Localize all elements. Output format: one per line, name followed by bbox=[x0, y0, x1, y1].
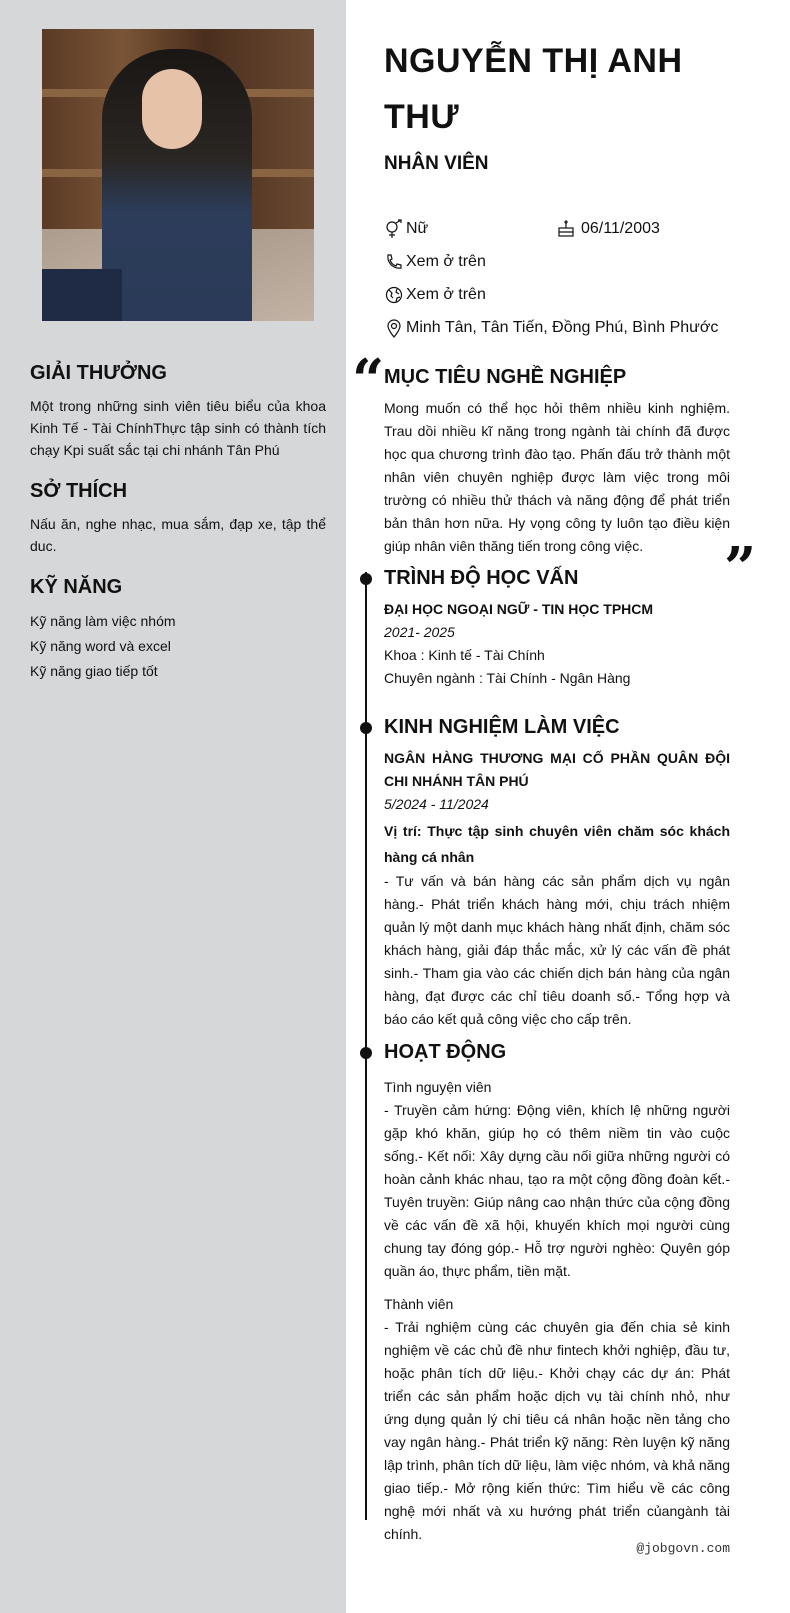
profile-photo bbox=[42, 29, 314, 321]
website-value: Xem ở trên bbox=[406, 285, 486, 303]
company-name: NGÂN HÀNG THƯƠNG MẠI CỐ PHẦN QUÂN ĐỘI CHI NHÁNH TÂN PHÚ bbox=[384, 750, 730, 789]
skill-item: Kỹ năng làm việc nhóm bbox=[30, 613, 176, 629]
experience-description: - Tư vấn và bán hàng các sản phẩm dịch vụ ngân hàng.- Phát triển khách hàng mới, chịu trách nhiệm quản lý một danh mục khách hàng nhất định, chăm sóc khách hàng, giải đáp thắc mắc, xử lý các vấn đề phát sinh.- Tham gia vào các chiến dịch bán hàng của ngân hàng, đạt được các chỉ tiêu doanh số.- Tổng hợp và báo cáo kết quả công việc cho cấp trên. bbox=[384, 873, 730, 1027]
hobbies-section bbox=[30, 480, 326, 557]
activity-role: Tình nguyện viên bbox=[384, 1079, 492, 1095]
job-title: NHÂN VIÊN bbox=[384, 153, 489, 174]
section-title: GIẢI THƯỞNG bbox=[30, 362, 167, 384]
skills-section bbox=[30, 576, 326, 684]
experience-role: Vị trí: Thực tập sinh chuyên viên chăm sóc khách hàng cá nhân bbox=[384, 823, 730, 865]
quote-open-icon: “ bbox=[352, 347, 385, 413]
awards-text: Một trong những sinh viên tiêu biểu của khoa Kinh Tế - Tài ChínhThực tập sinh có thành tích chạy Kpi suất sắc tại chi nhánh Tân Phú bbox=[30, 398, 326, 458]
skill-item: Kỹ năng giao tiếp tốt bbox=[30, 663, 158, 679]
activity-description: - Truyền cảm hứng: Động viên, khích lệ những người gặp khó khăn, giúp họ có thêm niềm tin vào cuộc sống.- Kết nối: Xây dựng cầu nối giữa những người có hoàn cảnh khác nhau, tạo ra một cộng đồng đoàn kết.- Tuyên truyền: Giúp nâng cao nhận thức của cộng đồng về các vấn đề xã hội, khuyến khích mọi người cùng chung tay đóng góp.- Hỗ trợ người nghèo: Quyên góp quần áo, thực phẩm, tiền mặt. bbox=[384, 1102, 730, 1279]
timeline-dot bbox=[360, 722, 372, 734]
education-major: Chuyên ngành : Tài Chính - Ngân Hàng bbox=[384, 670, 631, 686]
section-title: TRÌNH ĐỘ HỌC VẤN bbox=[384, 567, 579, 589]
section-title: KINH NGHIỆM LÀM VIỆC bbox=[384, 716, 620, 738]
location-pin-icon bbox=[384, 318, 404, 338]
phone-value: Xem ở trên bbox=[406, 252, 486, 270]
hobbies-text: Nấu ăn, nghe nhạc, mua sắm, đạp xe, tập thể duc. bbox=[30, 516, 326, 554]
section-title: MỤC TIÊU NGHỀ NGHIỆP bbox=[384, 366, 627, 388]
gender-value: Nữ bbox=[406, 219, 429, 237]
birthday-value: 06/11/2003 bbox=[581, 219, 660, 237]
timeline-line bbox=[365, 572, 367, 1520]
quote-close-icon: ” bbox=[724, 535, 757, 601]
phone-icon bbox=[384, 252, 404, 272]
experience-section bbox=[384, 716, 730, 1031]
candidate-name: NGUYỄN THỊ ANH THƯ bbox=[384, 42, 683, 136]
skill-item: Kỹ năng word và excel bbox=[30, 638, 171, 654]
gender-icon bbox=[384, 219, 404, 239]
contact-info bbox=[384, 212, 730, 344]
education-faculty: Khoa : Kinh tế - Tài Chính bbox=[384, 647, 545, 663]
school-name: ĐẠI HỌC NGOẠI NGỮ - TIN HỌC TPHCM bbox=[384, 601, 654, 617]
education-section bbox=[384, 567, 730, 690]
experience-period: 5/2024 - 11/2024 bbox=[384, 796, 489, 812]
watermark: @jobgovn.com bbox=[636, 1541, 730, 1556]
section-title: HOẠT ĐỘNG bbox=[384, 1041, 507, 1063]
activity-description: - Trải nghiệm cùng các chuyên gia đến chia sẻ kinh nghiệm về các chủ đề như fintech khởi nghiệp, đầu tư, hoặc phân tích dữ liệu.- Khởi chạy các dự án: Phát triển các sản phẩm hoặc dịch vụ tài chính nhỏ, như ứng dụng quản lý chi tiêu cá nhân hoặc nền tảng cho vay ngân hàng.- Phát triển kỹ năng: Rèn luyện kỹ năng lập trình, phân tích dữ liệu, làm việc nhóm, và khả năng giao tiếp.- Mở rộng kiến thức: Tìm hiểu về các công nghệ mới nhất và xu hướng phát triển củangành tài chính. bbox=[384, 1319, 730, 1542]
globe-icon bbox=[384, 285, 404, 305]
timeline-dot bbox=[360, 1047, 372, 1059]
timeline-dot bbox=[360, 573, 372, 585]
objective-section bbox=[384, 366, 730, 558]
activity-role: Thành viên bbox=[384, 1296, 454, 1312]
activities-section bbox=[384, 1041, 730, 1546]
header bbox=[384, 33, 730, 175]
education-period: 2021- 2025 bbox=[384, 624, 455, 640]
cake-icon bbox=[556, 219, 576, 239]
objective-text: Mong muốn có thể học hỏi thêm nhiều kinh nghiệm. Trau dồi nhiều kĩ năng trong ngành tài chính đã được học qua chương trình đào tạo. Phấn đấu trở thành một nhân viên chuyên nghiệp được làm việc trong môi trường có nhiều thử thách và năng động để phát triển bản thân hơn nữa. Hy vọng công ty luôn tạo điều kiện giúp nhân viên thăng tiến trong công việc. bbox=[384, 400, 730, 554]
section-title: SỞ THÍCH bbox=[30, 480, 128, 502]
awards-section bbox=[30, 362, 326, 461]
section-title: KỸ NĂNG bbox=[30, 576, 123, 598]
address-value: Minh Tân, Tân Tiến, Đồng Phú, Bình Phước bbox=[406, 318, 719, 336]
